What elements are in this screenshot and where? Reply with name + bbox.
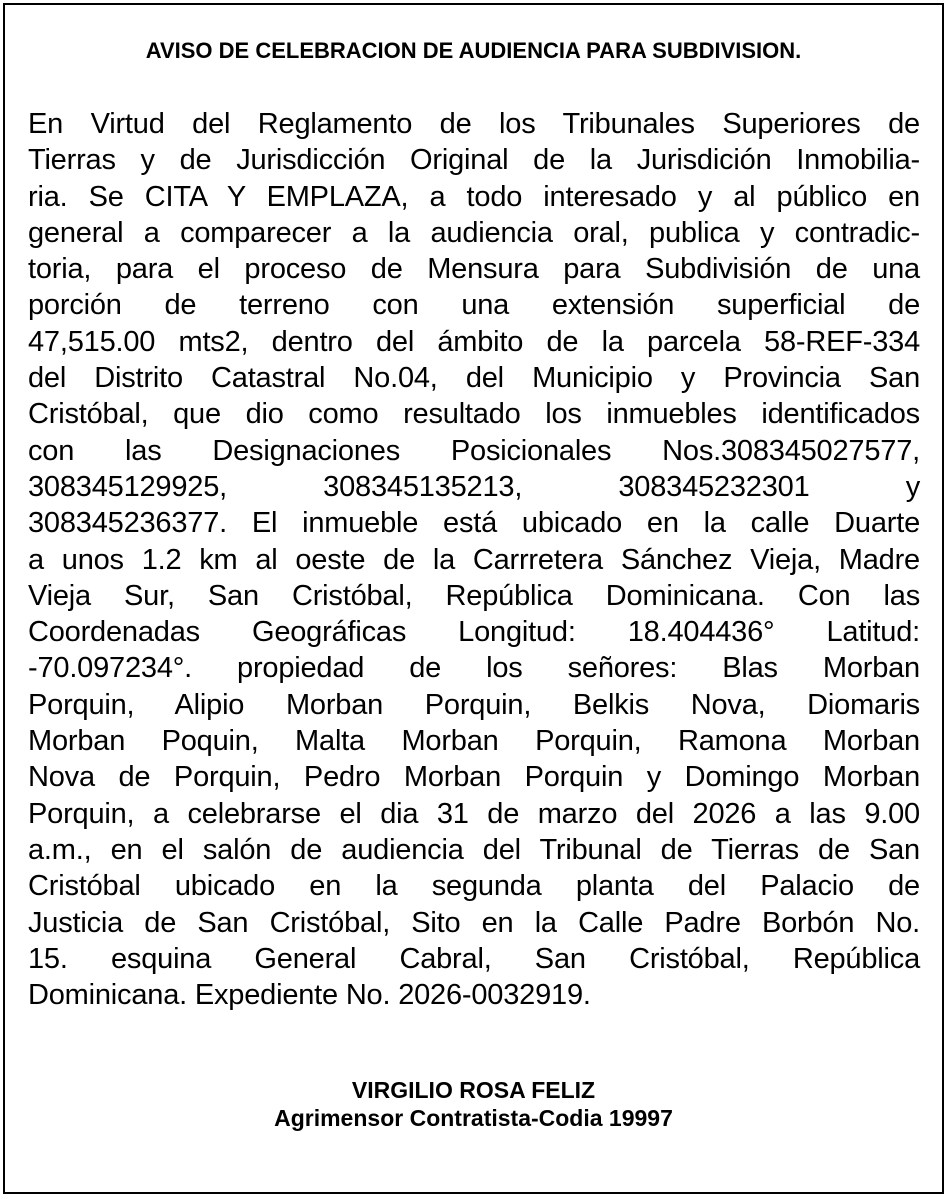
notice-body: [28, 106, 920, 1013]
body-line: con las Designaciones Posicionales Nos.308345027577,: [28, 434, 920, 467]
body-line: Vieja Sur, San Cristóbal, República Dominicana. Con las: [28, 579, 920, 612]
body-line: Coordenadas Geográficas Longitud: 18.404436° Latitud:: [28, 616, 920, 649]
body-line: Nova de Porquin, Pedro Morban Porquin y Domingo Morban: [28, 761, 920, 794]
body-line: toria, para el proceso de Mensura para Subdivisión de una: [28, 253, 920, 286]
body-line: ria. Se CITA Y EMPLAZA, a todo interesado y al público en: [28, 180, 920, 213]
legal-notice-box: [3, 3, 944, 1194]
body-line: Justicia de San Cristóbal, Sito en la Calle Padre Borbón No.: [28, 906, 920, 939]
body-line: 308345129925, 308345135213, 308345232301 y: [28, 470, 920, 503]
body-line: Tierras y de Jurisdicción Original de la Jurisdición Inmobilia-: [28, 144, 920, 177]
body-line: -70.097234°. propiedad de los señores: Blas Morban: [28, 652, 920, 685]
notice-title: AVISO DE CELEBRACION DE AUDIENCIA PARA SUBDIVISION.: [145, 38, 802, 63]
body-line: Porquin, Alipio Morban Porquin, Belkis Nova, Diomaris: [28, 688, 920, 721]
body-line: 308345236377. El inmueble está ubicado en la calle Duarte: [28, 507, 920, 540]
body-line: a unos 1.2 km al oeste de la Carrretera Sánchez Vieja, Madre: [28, 543, 920, 576]
body-line: a.m., en el salón de audiencia del Tribunal de Tierras de San: [28, 833, 920, 866]
body-line: Morban Poquin, Malta Morban Porquin, Ramona Morban: [28, 725, 920, 758]
signatory-role: Agrimensor Contratista-Codia 19997: [274, 1105, 673, 1131]
body-line: Cristóbal ubicado en la segunda planta del Palacio de: [28, 870, 920, 903]
body-line: 15. esquina General Cabral, San Cristóbal, República: [28, 942, 920, 975]
signatory-name: VIRGILIO ROSA FELIZ: [351, 1077, 596, 1103]
body-line: porción de terreno con una extensión superficial de: [28, 289, 920, 322]
body-line: 47,515.00 mts2, dentro del ámbito de la parcela 58-REF-334: [28, 325, 920, 358]
body-line: general a comparecer a la audiencia oral, publica y contradic-: [28, 216, 920, 249]
body-line: En Virtud del Reglamento de los Tribunales Superiores de: [28, 108, 920, 140]
body-line: Porquin, a celebrarse el dia 31 de marzo del 2026 a las 9.00: [28, 797, 920, 830]
body-line: Dominicana. Expediente No. 2026-0032919.: [28, 979, 591, 1012]
body-line: Cristóbal, que dio como resultado los inmuebles identificados: [28, 398, 920, 431]
body-line: del Distrito Catastral No.04, del Municipio y Provincia San: [28, 362, 920, 395]
